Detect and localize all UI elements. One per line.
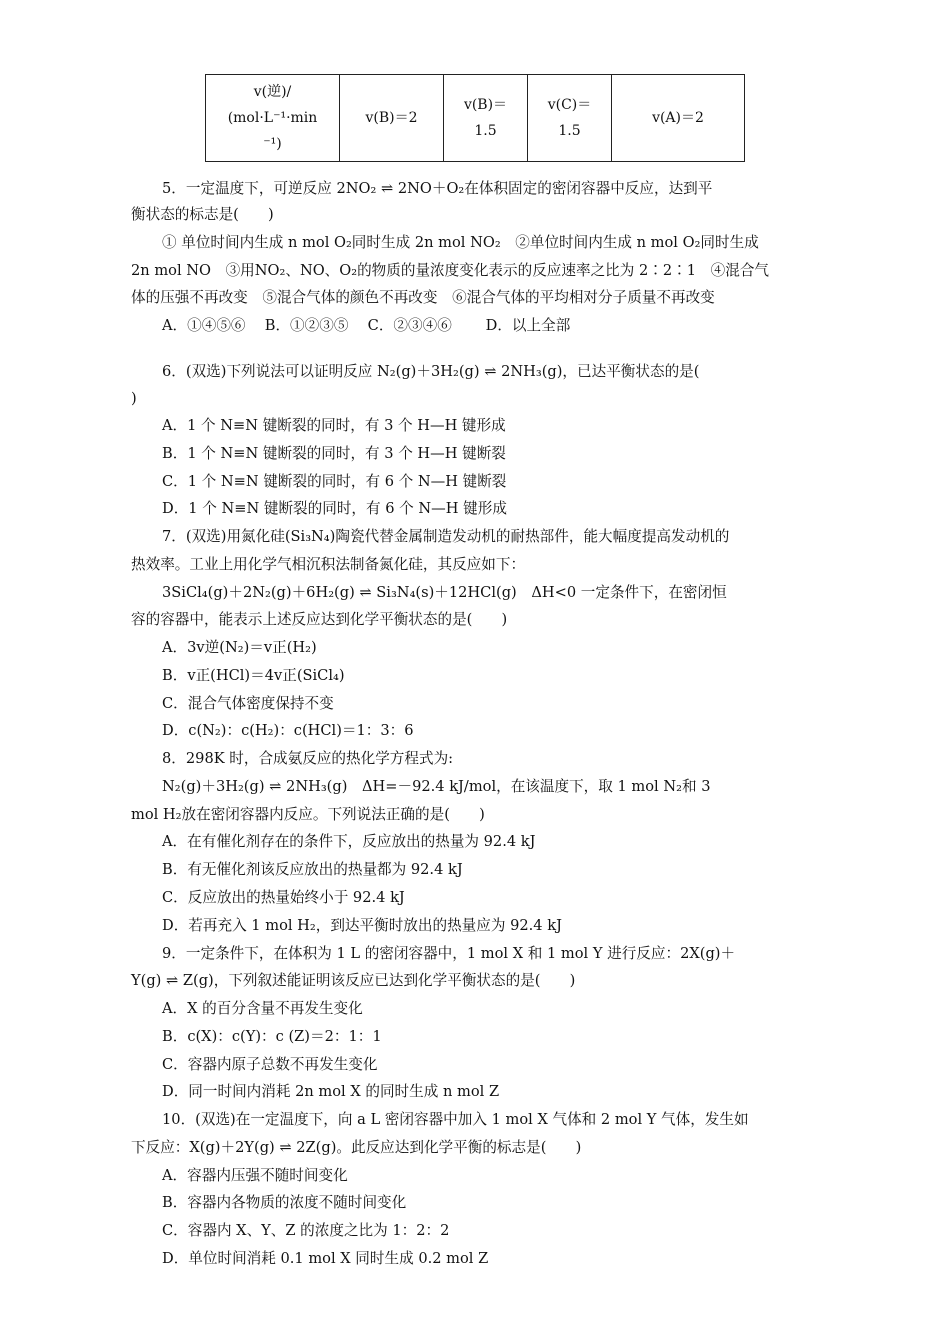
question-5-stem-cont: 衡状态的标志是( ): [131, 206, 274, 223]
table-header-cell: [206, 75, 340, 162]
table-cell: [340, 75, 444, 162]
question-8-equation: N₂(g)＋3H₂(g) ⇌ 2NH₃(g) ΔH=－92.4 kJ/mol，在该温度下，取 1 mol N₂和 3: [162, 778, 711, 795]
question-10-option-d: D．单位时间消耗 0.1 mol X 同时生成 0.2 mol Z: [162, 1250, 489, 1267]
question-6-stem: 6．(双选)下列说法可以证明反应 N₂(g)＋3H₂(g) ⇌ 2NH₃(g)，已达平衡状态的是(: [162, 363, 700, 380]
question-6-option-b: B．1 个 N≡N 键断裂的同时，有 3 个 H—H 键断裂: [162, 445, 506, 462]
table-cell-text: v(B)＝: [463, 97, 508, 113]
question-8-option-a: A．在有催化剂存在的条件下，反应放出的热量为 92.4 kJ: [162, 833, 536, 850]
question-5-stem: 5．一定温度下，可逆反应 2NO₂ ⇌ 2NO＋O₂在体积固定的密闭容器中反应，达到平: [162, 180, 713, 197]
question-6-option-a: A．1 个 N≡N 键断裂的同时，有 3 个 H—H 键形成: [162, 417, 506, 434]
table-header-line: v(逆)/: [253, 84, 292, 100]
question-5-condition: 2n mol NO ③用NO₂、NO、O₂的物质的量浓度变化表示的反应速率之比为 2∶2∶1 ④混合气: [131, 262, 770, 279]
question-6-option-c: C．1 个 N≡N 键断裂的同时，有 6 个 N—H 键断裂: [162, 473, 507, 490]
question-9-stem-cont: Y(g) ⇌ Z(g)，下列叙述能证明该反应已达到化学平衡状态的是( ): [131, 972, 576, 989]
question-7-stem: 7．(双选)用氮化硅(Si₃N₄)陶瓷代替金属制造发动机的耐热部件，能大幅度提高发动机的: [162, 528, 730, 545]
question-10-option-c: C．容器内 X、Y、Z 的浓度之比为 1：2：2: [162, 1222, 450, 1239]
question-10-stem-cont: 下反应：X(g)＋2Y(g) ⇌ 2Z(g)。此反应达到化学平衡的标志是( ): [131, 1139, 582, 1156]
table-cell: [612, 75, 745, 162]
question-7-stem-cont: 容的容器中，能表示上述反应达到化学平衡状态的是( ): [131, 611, 508, 628]
table-header-line: ⁻¹): [263, 136, 282, 152]
question-7-option-c: C．混合气体密度保持不变: [162, 695, 334, 712]
question-5-condition: 体的压强不再改变 ⑤混合气体的颜色不再改变 ⑥混合气体的平均相对分子质量不再改变: [131, 289, 715, 306]
table-cell-text: v(C)＝: [547, 97, 592, 113]
question-9-stem: 9．一定条件下，在体积为 1 L 的密闭容器中，1 mol X 和 1 mol Y 进行反应：2X(g)＋: [162, 945, 736, 962]
rate-table: [205, 74, 745, 162]
question-7-option-b: B．v正(HCl)＝4v正(SiCl₄): [162, 667, 345, 684]
question-9-option-a: A．X 的百分含量不再发生变化: [162, 1000, 363, 1017]
question-8-option-c: C．反应放出的热量始终小于 92.4 kJ: [162, 889, 405, 906]
table-cell-text: 1.5: [558, 123, 581, 139]
question-10-stem: 10．(双选)在一定温度下，向 a L 密闭容器中加入 1 mol X 气体和 2 mol Y 气体，发生如: [162, 1111, 749, 1128]
table-header-line: (mol·L⁻¹·min: [227, 110, 318, 126]
table-cell-text: v(B)＝2: [365, 110, 418, 126]
question-8-option-d: D．若再充入 1 mol H₂，到达平衡时放出的热量应为 92.4 kJ: [162, 917, 562, 934]
question-8-stem-cont: mol H₂放在密闭容器内反应。下列说法正确的是( ): [131, 806, 485, 823]
table-cell-text: 1.5: [474, 123, 497, 139]
table-cell-text: v(A)＝2: [652, 110, 704, 126]
question-7-stem-cont: 热效率。工业上用化学气相沉积法制备氮化硅，其反应如下：: [131, 556, 526, 573]
table-cell: [528, 75, 612, 162]
question-9-option-b: B．c(X)：c(Y)：c (Z)＝2：1：1: [162, 1028, 382, 1045]
question-7-option-a: A．3v逆(N₂)＝v正(H₂): [162, 639, 317, 656]
question-9-option-c: C．容器内原子总数不再发生变化: [162, 1056, 378, 1073]
question-8-option-b: B．有无催化剂该反应放出的热量都为 92.4 kJ: [162, 861, 463, 878]
question-9-option-d: D．同一时间内消耗 2n mol X 的同时生成 n mol Z: [162, 1083, 500, 1100]
question-10-option-a: A．容器内压强不随时间变化: [162, 1167, 348, 1184]
question-5-options: A．①④⑤⑥ B．①②③⑤ C．②③④⑥ D．以上全部: [162, 317, 571, 334]
question-10-option-b: B．容器内各物质的浓度不随时间变化: [162, 1194, 407, 1211]
question-6-stem-cont: ): [131, 390, 137, 407]
question-7-option-d: D．c(N₂)：c(H₂)：c(HCl)＝1：3：6: [162, 722, 414, 739]
question-8-stem: 8．298K 时，合成氨反应的热化学方程式为:: [162, 750, 454, 767]
question-6-option-d: D．1 个 N≡N 键断裂的同时，有 6 个 N—H 键形成: [162, 500, 507, 517]
table-row: [206, 75, 745, 162]
table-cell: [444, 75, 528, 162]
question-5-condition: ① 单位时间内生成 n mol O₂同时生成 2n mol NO₂ ②单位时间内生成 n mol O₂同时生成: [162, 234, 759, 251]
question-7-equation: 3SiCl₄(g)＋2N₂(g)＋6H₂(g) ⇌ Si₃N₄(s)＋12HCl(g) ΔH<0 一定条件下，在密闭恒: [162, 584, 727, 601]
